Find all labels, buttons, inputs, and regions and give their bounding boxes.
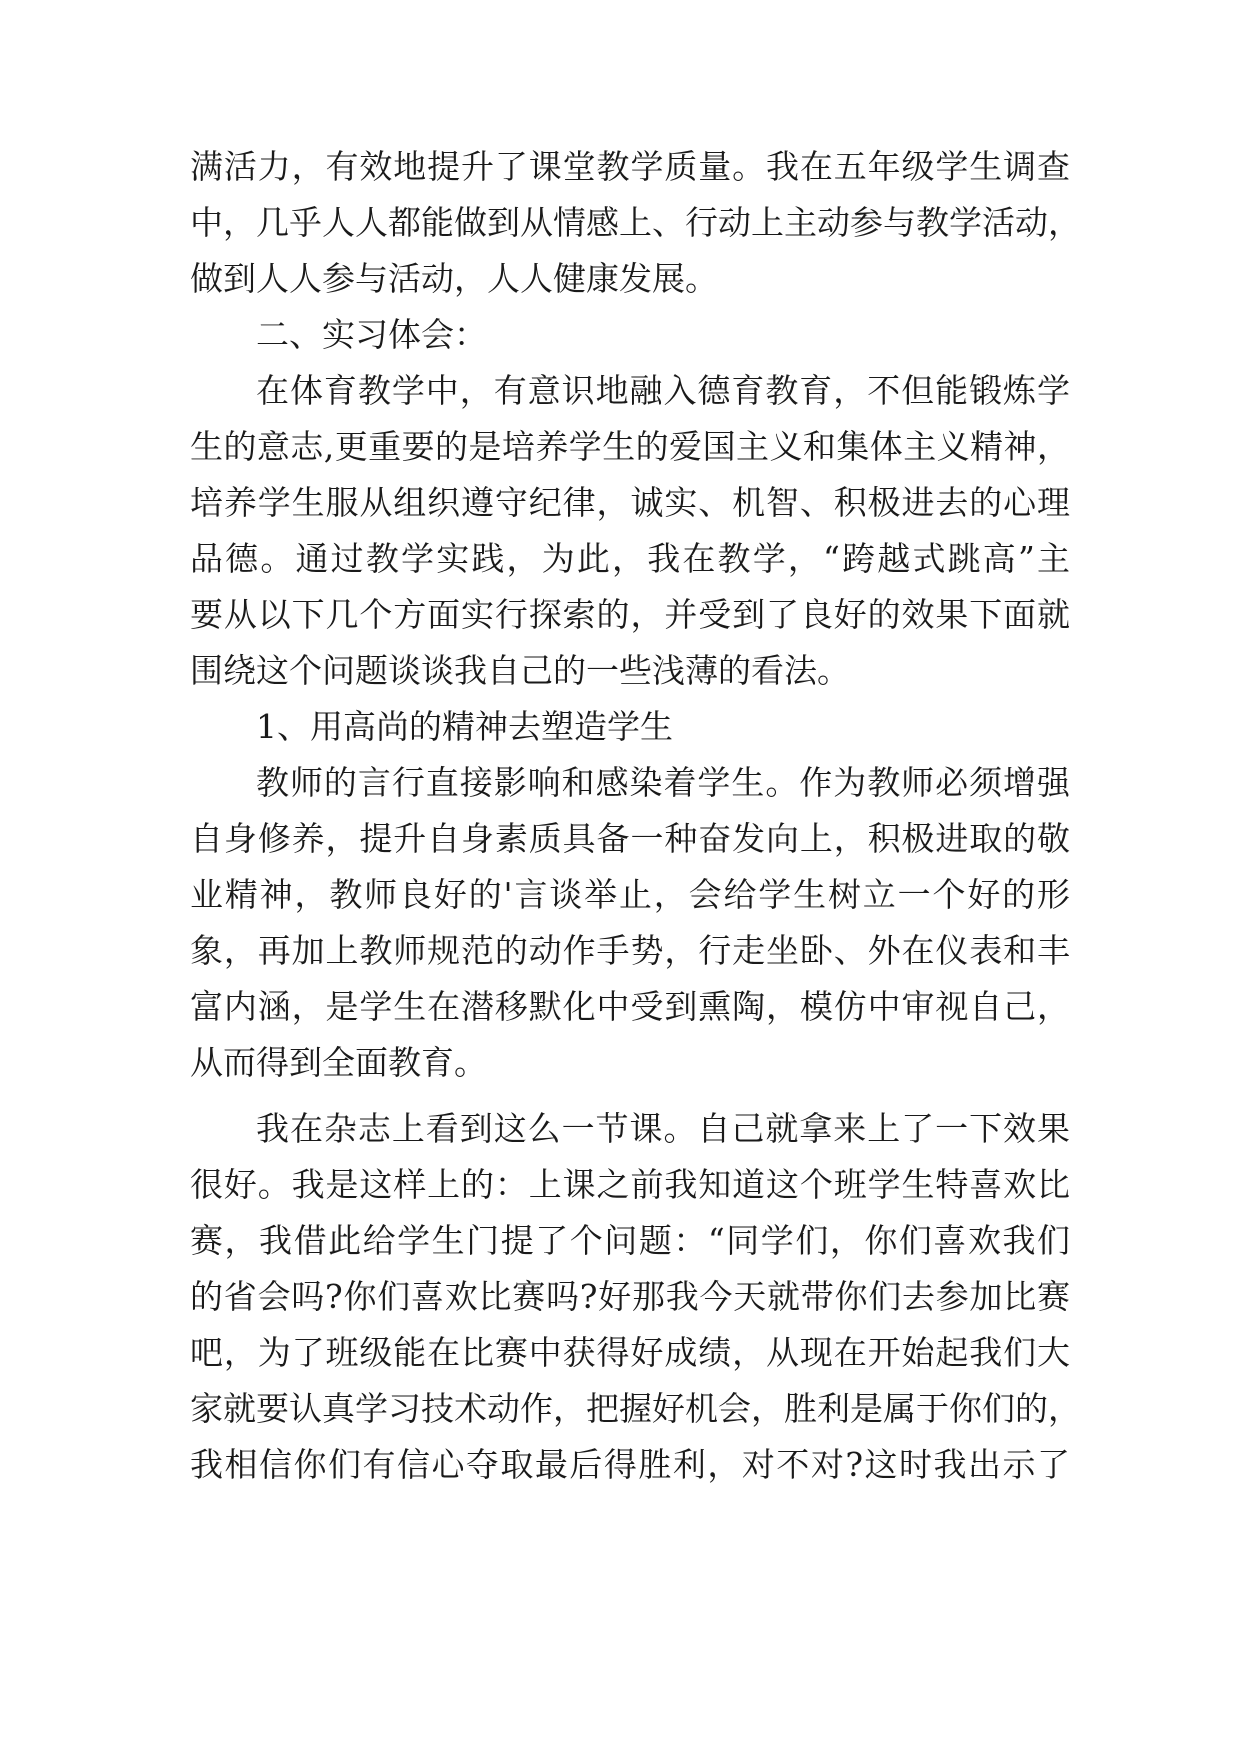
text-line: 业精神，教师良好的'言谈举止，会给学生树立一个好的形 (190, 875, 1070, 914)
text-line: 我在杂志上看到这么一节课。自己就拿来上了一下效果 (256, 1109, 1070, 1148)
text-line: 很好。我是这样上的：上课之前我知道这个班学生特喜欢比 (190, 1165, 1070, 1204)
text-line: 围绕这个问题谈谈我自己的一些浅薄的看法。 (190, 651, 850, 690)
section-heading: 二、实习体会： (256, 315, 487, 354)
text-line: 赛，我借此给学生门提了个问题：“同学们，你们喜欢我们 (190, 1221, 1070, 1260)
text-line: 从而得到全面教育。 (190, 1043, 487, 1082)
text-line: 做到人人参与活动，人人健康发展。 (190, 259, 718, 298)
text-line: 吧，为了班级能在比赛中获得好成绩，从现在开始起我们大 (190, 1333, 1070, 1372)
text-line: 我相信你们有信心夺取最后得胜利，对不对?这时我出示了 (190, 1445, 1070, 1484)
text-line: 品德。通过教学实践，为此，我在教学，“跨越式跳高”主 (190, 539, 1070, 578)
text-line: 富内涵，是学生在潜移默化中受到熏陶，模仿中审视自己， (190, 987, 1070, 1026)
text-line: 自身修养，提升自身素质具备一种奋发向上，积极进取的敬 (190, 819, 1070, 858)
text-line: 要从以下几个方面实行探索的，并受到了良好的效果下面就 (190, 595, 1070, 634)
text-line: 在体育教学中，有意识地融入德育教育，不但能锻炼学 (256, 371, 1070, 410)
text-line: 满活力，有效地提升了课堂教学质量。我在五年级学生调查 (190, 147, 1070, 186)
subsection-heading: 1、用高尚的精神去塑造学生 (256, 707, 673, 746)
text-line: 生的意志,更重要的是培养学生的爱国主义和集体主义精神， (190, 427, 1070, 466)
text-line: 中，几乎人人都能做到从情感上、行动上主动参与教学活动， (190, 203, 1081, 242)
text-line: 培养学生服从组织遵守纪律，诚实、机智、积极进去的心理 (190, 483, 1070, 522)
text-line: 象，再加上教师规范的动作手势，行走坐卧、外在仪表和丰 (190, 931, 1070, 970)
text-line: 的省会吗?你们喜欢比赛吗?好那我今天就带你们去参加比赛 (190, 1277, 1070, 1316)
text-line: 家就要认真学习技术动作，把握好机会，胜利是属于你们的， (190, 1389, 1081, 1428)
text-line: 教师的言行直接影响和感染着学生。作为教师必须增强 (256, 763, 1070, 802)
